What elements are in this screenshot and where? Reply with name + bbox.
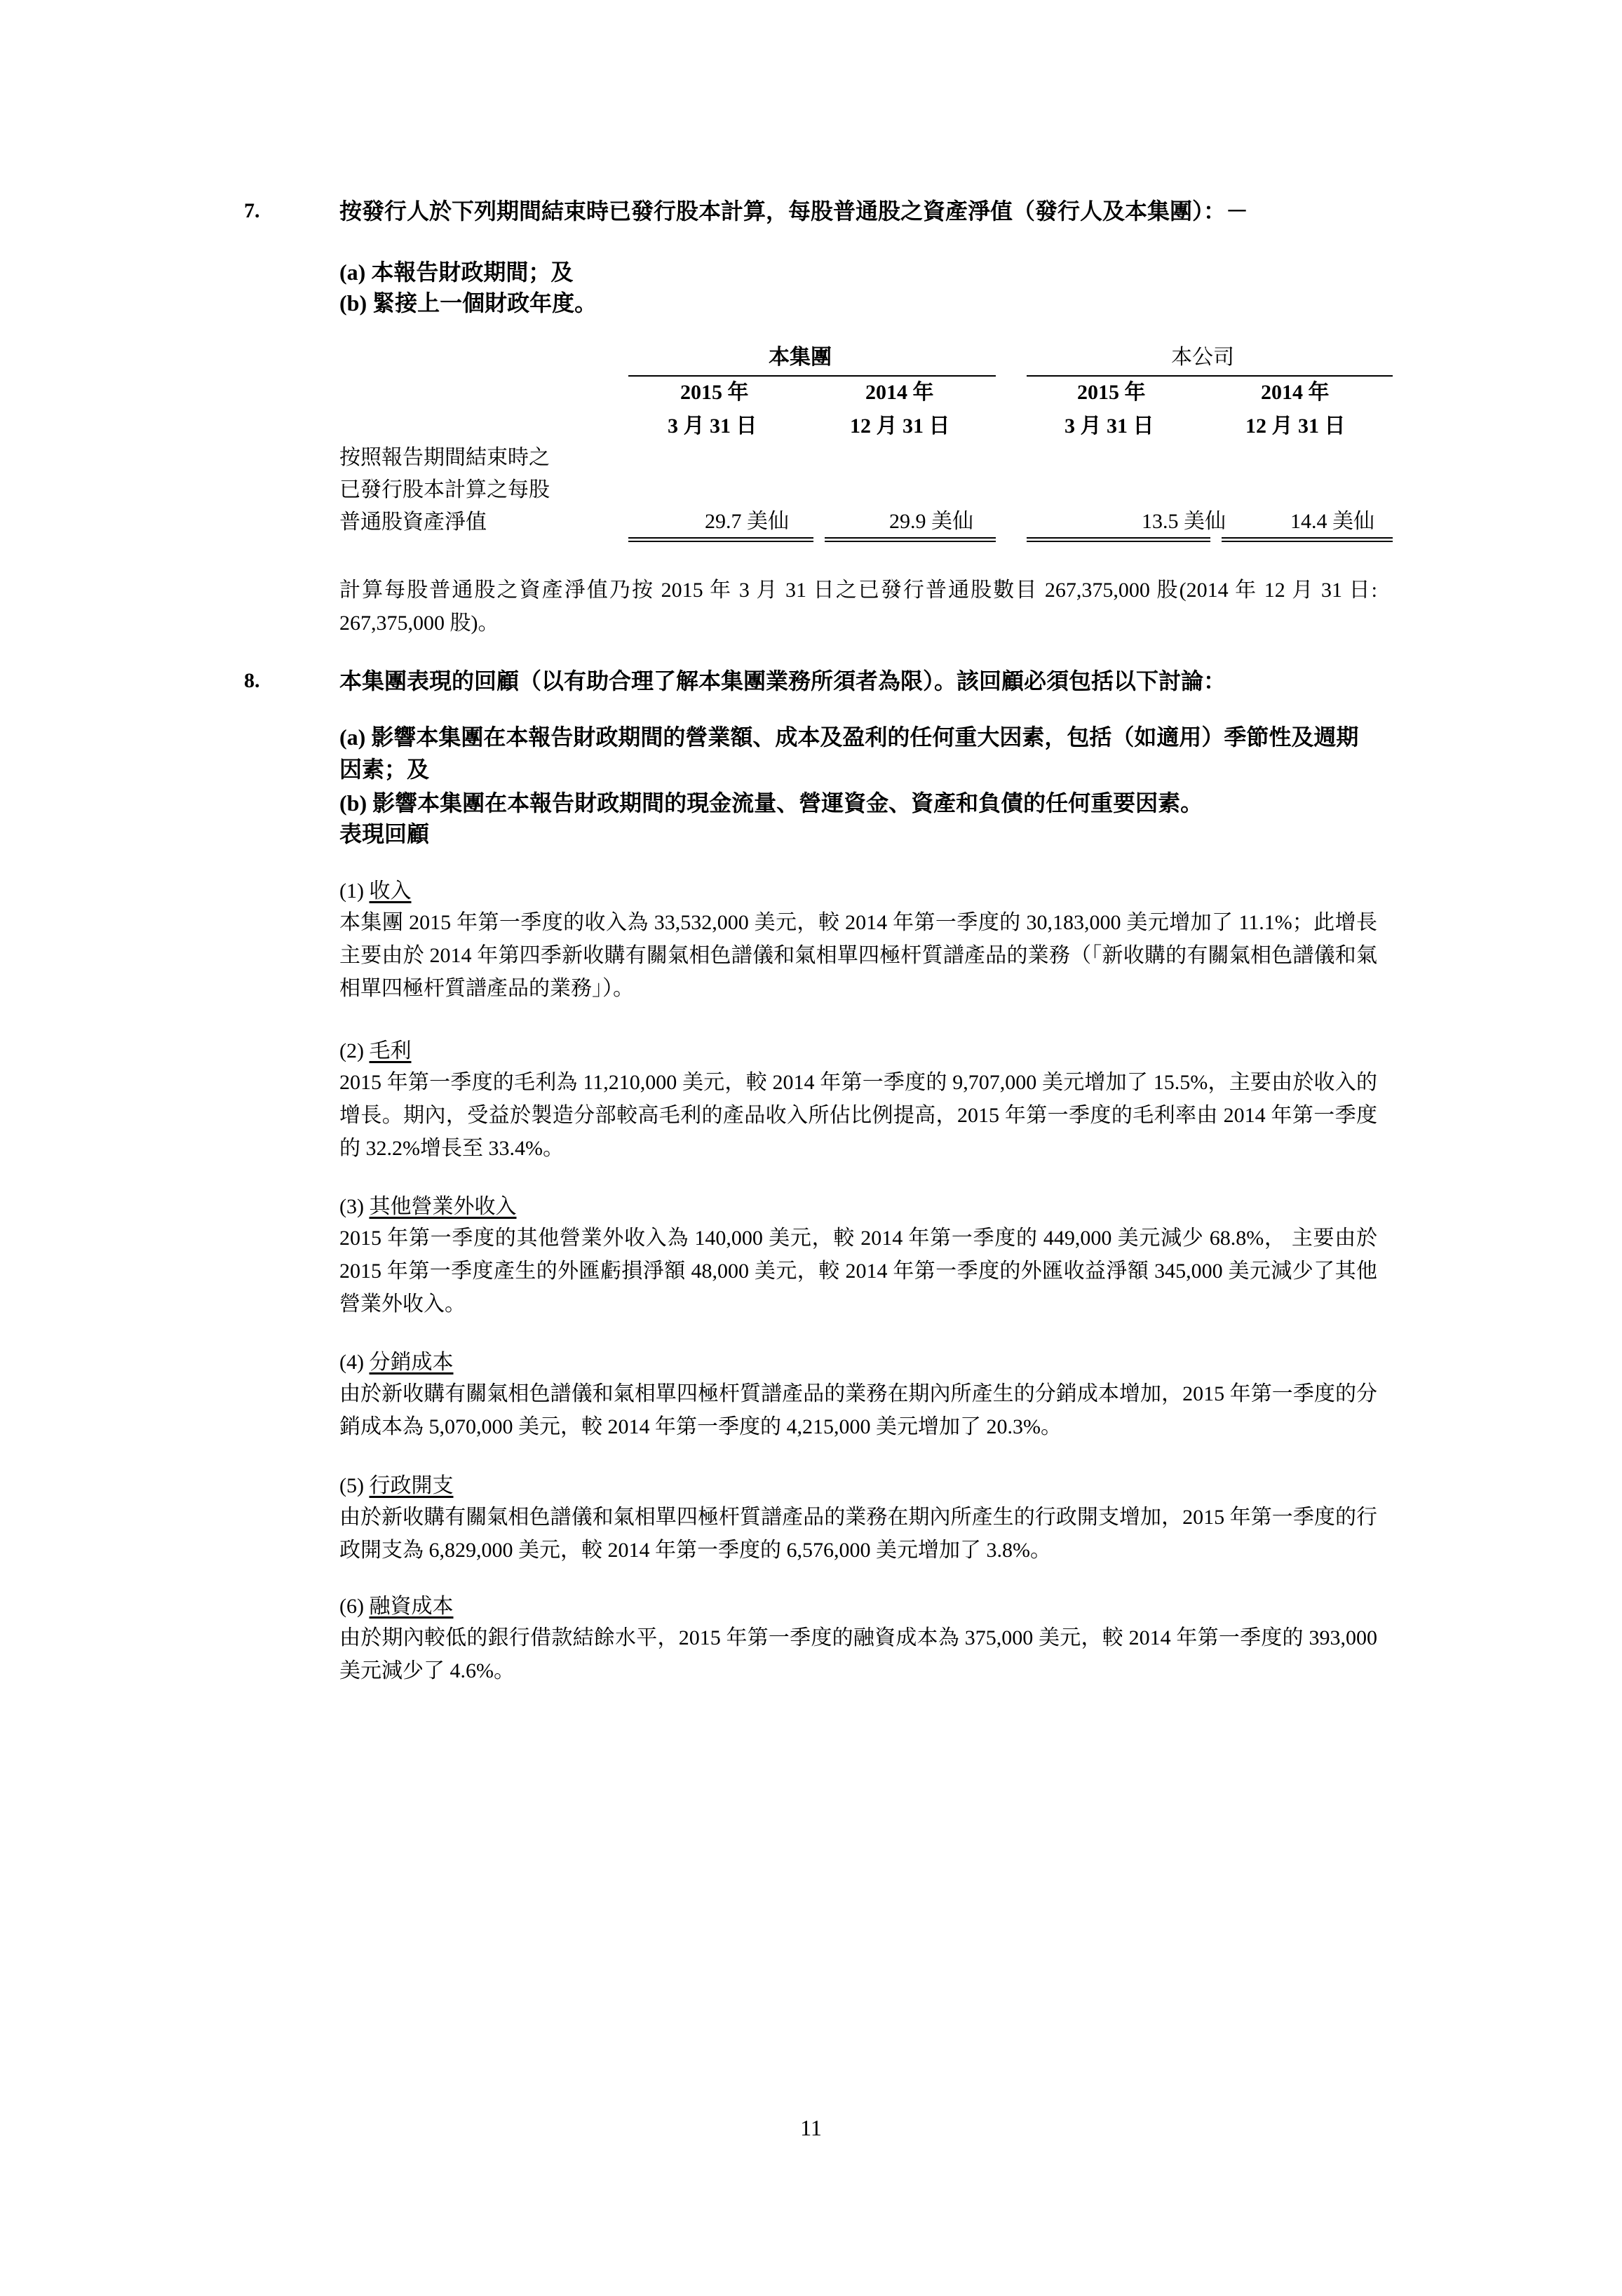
subsection-6-title <box>339 1591 453 1623</box>
total-rule-4b <box>1222 541 1393 542</box>
company-header-rule <box>1027 375 1393 377</box>
subsection-5-num: (5) <box>339 1474 364 1497</box>
col-1-year: 2015 年 <box>680 381 749 404</box>
section-8-heading: 本集團表現的回顧（以有助合理了解本集團業務所須者為限）。該回顧必須包括以下討論： <box>339 668 1226 694</box>
section-7-number: 7. <box>244 199 260 222</box>
subsection-1-num: (1) <box>339 879 364 903</box>
subsection-3-title <box>339 1191 516 1223</box>
table-group-header: 本集團 <box>769 346 832 369</box>
subsection-5-title <box>339 1470 453 1502</box>
subsection-4-name: 分銷成本 <box>369 1351 454 1374</box>
subsection-4-num: (4) <box>339 1351 364 1374</box>
total-rule-4a <box>1222 537 1393 539</box>
total-rule-2b <box>825 541 996 542</box>
subsection-2-title <box>339 1035 411 1067</box>
subsection-6-num: (6) <box>339 1595 364 1618</box>
subsection-3-name: 其他營業外收入 <box>369 1195 517 1218</box>
total-rule-3b <box>1027 541 1210 542</box>
col-2-date: 12 月 31 日 <box>850 414 950 438</box>
col-3-date: 3 月 31 日 <box>1065 414 1154 438</box>
page-number: 11 <box>800 2115 822 2140</box>
total-rule-3a <box>1027 537 1210 539</box>
section-7-item-a: (a) 本報告財政期間；及 <box>339 259 574 285</box>
value-company-2015: 13.5 美仙 <box>1142 510 1226 533</box>
section-7-heading: 按發行人於下列期間結束時已發行股本計算，每股普通股之資產淨值（發行人及本集團）：－ <box>339 198 1249 224</box>
subsection-3-body: 2015 年第一季度的其他營業外收入為 140,000 美元，較 2014 年第一季度的 449,000 美元減少 68.8%， 主要由於 2015 年第一季度產生的外匯虧損淨額 48,000 美元，較 2014 年第一季度的外匯收益淨額 345,000 美元減少了其他營業外收入。 <box>339 1227 1377 1316</box>
subsection-4-title <box>339 1346 453 1379</box>
total-rule-1b <box>628 541 813 542</box>
col-4-year: 2014 年 <box>1261 381 1330 404</box>
section-8-item-b: (b) 影響本集團在本報告財政期間的現金流量、營運資金、資產和負債的任何重要因素。 <box>339 790 1203 816</box>
subsection-2-num: (2) <box>339 1039 364 1062</box>
section-7-note: 計算每股普通股之資產淨值乃按 2015 年 3 月 31 日之已發行普通股數目 267,375,000 股(2014 年 12 月 31 日: 267,375,000 股)。 <box>339 579 1377 635</box>
subsection-6-body: 由於期內較低的銀行借款結餘水平，2015 年第一季度的融資成本為 375,000 美元，較 2014 年第一季度的 393,000 美元減少了 4.6%。 <box>339 1626 1377 1682</box>
section-8-number: 8. <box>244 669 260 692</box>
group-header-rule <box>628 375 996 377</box>
subsection-1-body: 本集團 2015 年第一季度的收入為 33,532,000 美元，較 2014 年第一季度的 30,183,000 美元增加了 11.1%；此增長主要由於 2014 年第四季新收購有關氣相色譜儀和氣相單四極杆質譜產品的業務（「新收購的有關氣相色譜儀和氣相單四極杆質譜產品的業務」）。 <box>339 911 1377 1000</box>
section-7-item-b: (b) 緊接上一個財政年度。 <box>339 290 597 316</box>
total-rule-2a <box>825 537 996 539</box>
value-group-2015: 29.7 美仙 <box>705 510 789 533</box>
subsection-4-body: 由於新收購有關氣相色譜儀和氣相單四極杆質譜產品的業務在期內所產生的分銷成本增加，2015 年第一季度的分銷成本為 5,070,000 美元，較 2014 年第一季度的 4,215,000 美元增加了 20.3%。 <box>339 1382 1377 1438</box>
subsection-6-name: 融資成本 <box>369 1595 454 1618</box>
subsection-1-name: 收入 <box>369 879 412 903</box>
table-company-header: 本公司 <box>1171 346 1234 369</box>
row-label-line-2: 已發行股本計算之每股 <box>339 478 550 501</box>
value-company-2014: 14.4 美仙 <box>1290 510 1374 533</box>
section-8-item-a: (a) 影響本集團在本報告財政期間的營業額、成本及盈利的任何重大因素，包括（如適用）季節性及週期因素；及 <box>339 724 1359 782</box>
total-rule-1a <box>628 537 813 539</box>
subsection-2-body: 2015 年第一季度的毛利為 11,210,000 美元，較 2014 年第一季度的 9,707,000 美元增加了 15.5%，主要由於收入的增長。期內，受益於製造分部較高毛利的產品收入所佔比例提高，2015 年第一季度的毛利率由 2014 年第一季度的 32.2%增長至 33.4%。 <box>339 1071 1377 1160</box>
col-3-year: 2015 年 <box>1077 381 1146 404</box>
subsection-2-name: 毛利 <box>369 1039 412 1062</box>
subsection-3-num: (3) <box>339 1195 364 1218</box>
review-title: 表現回顧 <box>339 821 430 846</box>
row-label-line-3: 普通股資產淨值 <box>339 511 487 534</box>
subsection-5-body: 由於新收購有關氣相色譜儀和氣相單四極杆質譜產品的業務在期內所產生的行政開支增加，2015 年第一季度的行政開支為 6,829,000 美元，較 2014 年第一季度的 6,576,000 美元增加了 3.8%。 <box>339 1506 1377 1562</box>
subsection-1-title <box>339 875 411 907</box>
col-4-date: 12 月 31 日 <box>1245 414 1346 438</box>
subsection-5-name: 行政開支 <box>369 1474 454 1497</box>
col-1-date: 3 月 31 日 <box>668 414 757 438</box>
row-label-line-1: 按照報告期間結束時之 <box>339 446 550 469</box>
col-2-year: 2014 年 <box>865 381 934 404</box>
value-group-2014: 29.9 美仙 <box>889 510 973 533</box>
